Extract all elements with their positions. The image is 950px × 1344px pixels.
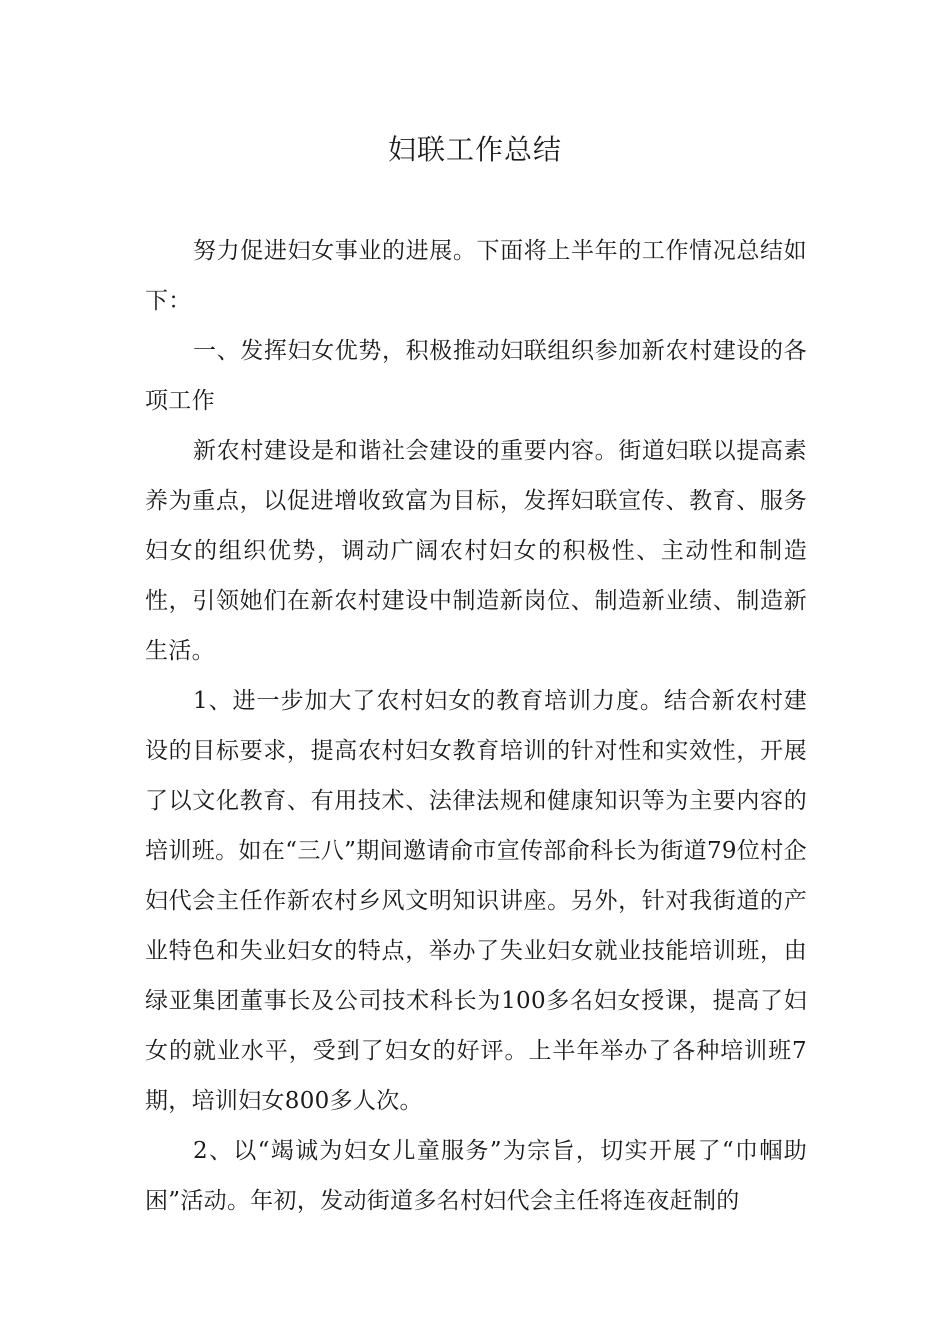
paragraph-intro: 努力促进妇女事业的进展。下面将上半年的工作情况总结如下： [145, 238, 807, 314]
paragraph-item-2-assistance: 2、以“竭诚为妇女儿童服务”为宗旨，切实开展了“巾帼助困”活动。年初，发动街道多名村妇代会主任将连夜赶制的 [145, 1138, 807, 1214]
paragraph-new-rural-construction: 新农村建设是和谐社会建设的重要内容。街道妇联以提高素养为重点，以促进增收致富为目标，发挥妇联宣传、教育、服务妇女的组织优势，调动广阔农村妇女的积极性、主动性和制造性，引领她们在新农村建设中制造新岗位、制造新业绩、制造新生活。 [145, 438, 807, 664]
paragraph-section-heading: 一、发挥妇女优势，积极推动妇联组织参加新农村建设的各项工作 [145, 338, 807, 414]
paragraph-item-1-training: 1、进一步加大了农村妇女的教育培训力度。结合新农村建设的目标要求，提高农村妇女教育培训的针对性和实效性，开展了以文化教育、有用技术、法律法规和健康知识等为主要内容的培训班。如在“三八”期间邀请俞市宣传部俞科长为街道79位村企妇代会主任作新农村乡风文明知识讲座。另外，针对我街道的产业特色和失业妇女的特点，举办了失业妇女就业技能培训班，由绿亚集团董事长及公司技术科长为100多名妇女授课，提高了妇女的就业水平，受到了妇女的好评。上半年举办了各种培训班7期，培训妇女800多人次。 [145, 688, 807, 1114]
document-title: 妇联工作总结 [387, 133, 562, 166]
document-body [145, 226, 807, 1226]
